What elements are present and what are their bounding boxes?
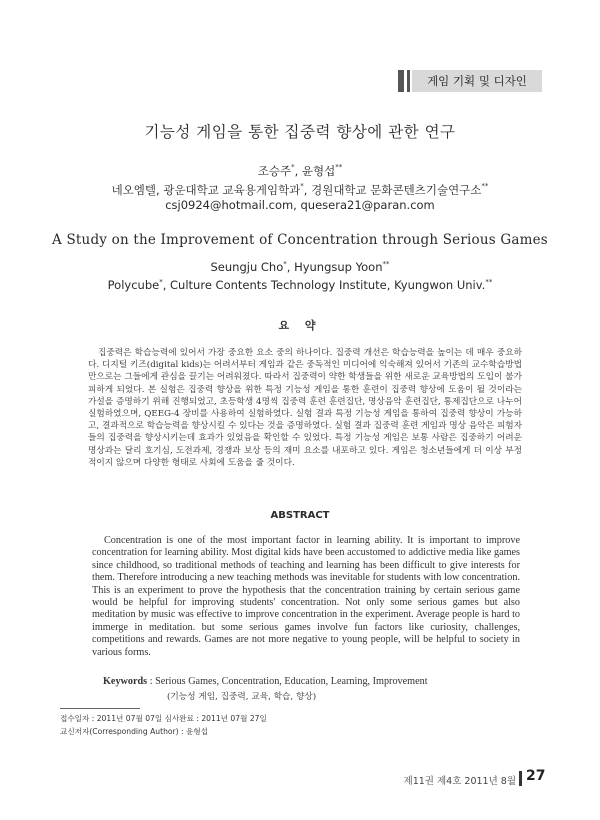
footnote-corresponding-author: 교신저자(Corresponding Author) : 윤형섭 (60, 727, 209, 736)
affiliation-mark: ** (485, 278, 493, 286)
author-name: Hyungsup Yoon (294, 260, 383, 274)
page-number: 27 (526, 768, 546, 784)
footnote-divider (60, 708, 140, 709)
affiliation-mark: * (300, 182, 304, 190)
abstract-english-body: Concentration is one of the most important factor in learning ability. It is important to improve concentration for learning ability. Most digital kids have been accustomed to addictive media like games since childhood, so traditional methods of teaching and learning has been difficult to give interests for them. Therefore introducing a new teaching methods was inevitable for students with low concentration. This is an experiment to prove the hypothesis that the concentration training by certain serious game would be helpful for improving students' concentration. Not only some serious games but also meditation by music was effective to improve concentration in the experiment. Average people is hard to immergе in meditation. but some serious games involve fun factors like curiosity, challenges, competitions and rewards. Games are not more negative to young people, will be helpful to society in various forms. (92, 535, 520, 658)
affiliation-text: , Culture Contents Technology Institute, Kyungwon Univ. (162, 278, 486, 292)
page-number-separator (519, 771, 522, 786)
journal-issue-info: 제11권 제4호 2011년 8월 (403, 776, 516, 787)
affiliation-korean (0, 182, 600, 198)
author-mark: * (283, 260, 287, 268)
keywords-english: : Serious Games, Concentration, Education, Learning, Improvement (149, 676, 428, 687)
keywords-korean: (기능성 게임, 집중력, 교육, 학습, 향상) (167, 692, 317, 702)
keywords (103, 675, 523, 688)
abstract-korean-heading: 요 약 (278, 319, 322, 332)
paper-title-english: A Study on the Improvement of Concentration through Serious Games (52, 232, 548, 248)
author-emails: csj0924@hotmail.com, quesera21@paran.com (165, 198, 435, 212)
author-name: Seungju Cho (210, 260, 284, 274)
authors-english (0, 260, 600, 274)
header-accent-bar (398, 70, 404, 92)
author-separator: , (286, 260, 295, 274)
affiliation-text: , 경원대학교 문화콘텐츠기술연구소 (303, 183, 482, 197)
paper-title-korean: 기능성 게임을 통한 집중력 향상에 관한 연구 (144, 123, 456, 141)
author-mark: ** (382, 260, 390, 268)
affiliation-mark: ** (481, 182, 489, 190)
author-separator: , (294, 164, 302, 178)
header-accent-bar-thin (407, 70, 410, 92)
footnote-received-dates: 접수일자 : 2011년 07월 07일 심사완료 : 2011년 07월 27일 (60, 714, 267, 723)
authors-korean (0, 163, 600, 179)
author-name: 윤형섭 (301, 164, 336, 178)
affiliation-text: Polycube (107, 278, 160, 292)
section-tag: 게임 기획 및 디자인 (412, 70, 542, 92)
affiliation-text: 네오엠텔, 광운대학교 교육용게임학과 (111, 183, 301, 197)
affiliation-mark: * (159, 278, 163, 286)
keywords-label: Keywords (103, 676, 148, 687)
author-mark: ** (335, 163, 343, 171)
author-mark: * (291, 163, 295, 171)
abstract-korean-body: 집중력은 학습능력에 있어서 가장 중요한 요소 중의 하나이다. 집중력 개선은 학습능력을 높이는 데 매우 중요하다. 디지털 키즈(digital kids)는 어려서부터 게임과 같은 중독적인 미디어에 익숙해져 있어서 기존의 교수학습방법만으로는 그들에게 관심을 끌기는 어려워졌다. 따라서 집중력이 약한 학생들을 위한 새로운 교육방법의 도입이 불가피하게 되었다. 본 실험은 집중력 향상을 위한 특정 기능성 게임을 통한 훈련이 집중력 향상에 도움이 될 것이라는 가설을 증명하기 위해 진행되었고, 초등학생 4명씩 집중력 훈련 훈련집단, 명상음악 훈련집단, 통제집단으로 나누어 실험하였으며, QEEG-4 장비를 사용하여 실험하였다. 실험 결과 특정 기능성 게임을 통하여 집중력 향상이 가능하고, 결과적으로 학습능력을 향상시킬 수 있다는 것을 증명하였다. 실험 결과 집중력 훈련 게임과 명상 음악은 피험자들의 집중력을 향상시키는데 효과가 있었음을 확인할 수 있었다. 특정 기능성 게임은 보통 사람은 집중하기 어려운 명상과는 달리 호기심, 도전과제, 경쟁과 보상 등의 재미 요소를 내포하고 있다. 게임은 청소년들에게 더 이상 부정적이지 않으며 다양한 형태로 사회에 도움을 줄 것이다. (88, 348, 522, 468)
abstract-english-heading: ABSTRACT (270, 510, 330, 521)
author-name: 조승주 (257, 164, 292, 178)
affiliation-english (0, 278, 600, 292)
